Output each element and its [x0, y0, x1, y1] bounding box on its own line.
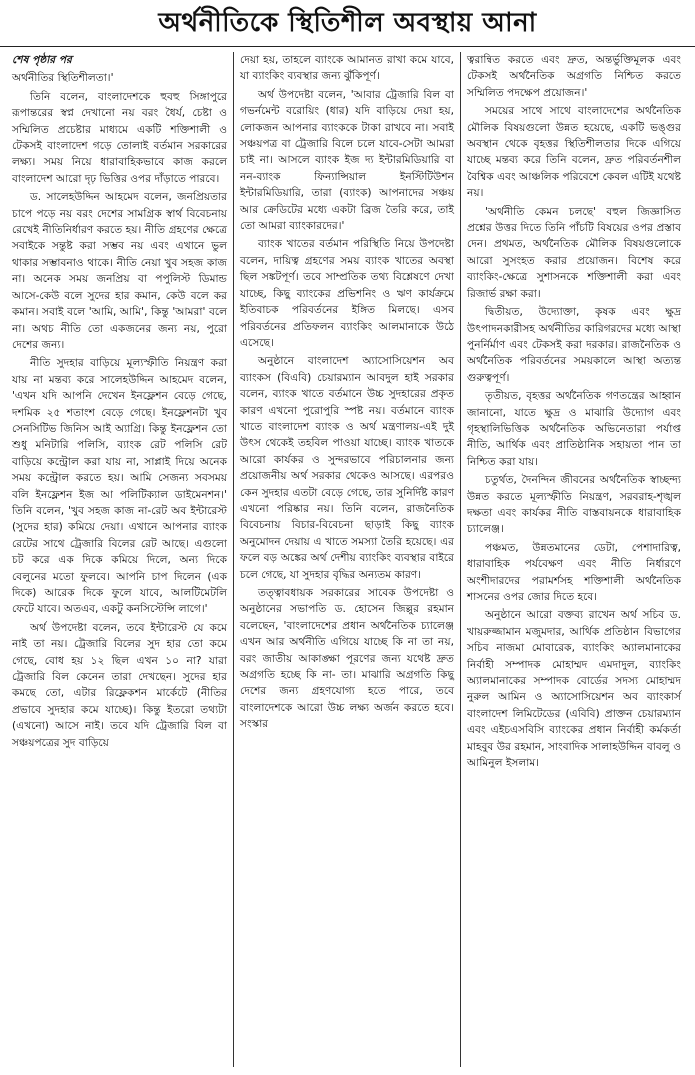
paragraph: তিনি বলেন, বাংলাদেশকে হুবহু সিঙ্গাপুরে রূপান্তরের স্বপ্ন দেখানো নয় বরং ধৈর্য, চেষ্টা ও সম্মিলিত প্রচেষ্টার মাধ্যমে একটি শক্তিশালী ও টেকসই বাংলাদেশ গড়ে তোলাই বর্তমান সরকারের লক্ষ্য। সময় নিয়ে ধারাবাহিকভাবে কাজ করলে বাংলাদেশ আরো দৃঢ় ভিত্তির ওপর দাঁড়াতে পারবে। [12, 90, 227, 185]
column-3 [460, 52, 687, 1067]
paragraph: অর্থনীতির স্থিতিশীলতা।' [12, 72, 114, 85]
paragraph: ড. সালেহউদ্দিন আহমেদ বলেন, জনপ্রিয়তার চাপে পড়ে নয় বরং দেশের সামগ্রিক স্বার্থ বিবেচনায় রেখেই নীতিনির্ধারণ করতে হয়। নীতি গ্রহণের ক্ষেত্রে সবাইকে সন্তুষ্ট করা সম্ভব নয় এবং এখানে ভুল থাকার সম্ভাবনাও থাকে। নীতি নেয়া খুব সহজ কাজ না। অনেক সময় জনপ্রিয় বা পপুলিস্ট ডিমান্ড আসে-কেউ বলে সুদের হার কমান, কেউ বলে কর কমান। সবাই বলে 'আমি, আমি', কিন্তু 'আমরা' বলে না। অথচ নীতি তো একজনের জন্য নয়, পুরো দেশের জন্য। [12, 191, 227, 351]
paragraph: চতুর্থত, দৈনন্দিন জীবনের অর্থনৈতিক স্বাচ্ছন্দ্য উন্নত করতে মূল্যস্ফীতি নিয়ন্ত্রণ, সরবরাহ-শৃঙ্খল দক্ষতা এবং কার্যকর নীতি বাস্তবায়নকে ধারাবাহিক চ্যালেঞ্জ। [467, 474, 681, 536]
headline-rule [0, 46, 695, 47]
article-headline: অর্থনীতিকে স্থিতিশীল অবস্থায় আনা [158, 8, 537, 38]
column-1 [6, 52, 233, 1067]
paragraph: সময়ের সাথে সাথে বাংলাদেশের অর্থনৈতিক মৌলিক বিষয়গুলো উন্নত হয়েছে, একটি ভঙ্গুর অবস্থান থেকে বৃহত্তর স্থিতিশীলতার দিকে এগিয়ে যাচ্ছে মন্তব্য করে তিনি বলেন, দ্রুত পরিবর্তনশীল বৈশ্বিক এবং আঞ্চলিক পরিবেশে কেবল এটিই যথেষ্ট নয়। [467, 105, 681, 200]
paragraph: অনুষ্ঠানে আরো বক্তব্য রাখেন অর্থ সচিব ড. খায়রুজ্জামান মজুমদার, আর্থিক প্রতিষ্ঠান বিভাগের সচিব নাজমা মোবারেক, ব্যাংকিং অ্যালমানাকের নির্বাহী সম্পাদক মোহাম্মদ এমদাদুল, ব্যাংকিং অ্যালমানাকের সম্পাদক বোর্ডের সদস্য মোহাম্মদ নুরুল আমিন ও অ্যাসোসিয়েশন অব ব্যাংকার্স বাংলাদেশ লিমিটেডের (এবিবি) প্রাক্তন চেয়ারম্যান এবং এইচএসবিসি ব্যাংকের প্রধান নির্বাহী কর্মকর্তা মাহবুব উর রহমান, সাংবাদিক সালাহউদ্দিন বাবলু ও আমিনুল ইসলাম। [467, 609, 681, 770]
column-2 [233, 52, 460, 1067]
paragraph: দেয়া হয়, তাহলে ব্যাংকে আমানত রাখা কমে যাবে, যা ব্যাংকিং ব্যবস্থার জন্য ঝুঁকিপূর্ণ। [240, 54, 454, 83]
paragraph: 'অর্থনীতি কেমন চলছে' বহুল জিজ্ঞাসিত প্রশ্নের উত্তর দিতে তিনি পাঁচটি বিষয়ের ওপর প্রস্তাব দেন। প্রথমত, অর্থনৈতিক মৌলিক বিষয়গুলোকে আরো সুসংহত করার প্রয়োজন। বিশেষ করে ব্যাংকিং-ক্ষেত্রে সুশাসনকে শক্তিশালী করা এবং রিজার্ভ রক্ষা করা। [467, 205, 681, 300]
paragraph: অনুষ্ঠানে বাংলাদেশ অ্যাসোসিয়েশন অব ব্যাংকস (বিএবি) চেয়ারম্যান আবদুল হাই সরকার বলেন, ব্যাংক খাতে বর্তমানে উচ্চ সুদহারের প্রকৃত কারণ এখনো পুরোপুরি স্পষ্ট নয়। বর্তমানে ব্যাংক খাতে বাংলাদেশ ব্যাংক ও অর্থ মন্ত্রণালয়-এই দুই উৎস থেকেই তহবিল পাওয়া যাচ্ছে। ব্যাংক খাতকে আরো কার্যকর ও সুন্দরভাবে পরিচালনার জন্য প্রয়োজনীয় অর্থ সরকার থেকেও আসছে। এরপরও কেন সুদহার এতটা বেড়ে গেছে, তার সুনির্দিষ্ট কারণ এখনো পরিষ্কার নয়। তিনি বলেন, রাজনৈতিক বিবেচনায় বিচার-বিবেচনা ছাড়াই কিছু ব্যাংক অনুমোদন দেয়ায় এ খাতে সমস্যা তৈরি হয়েছে। এর ফলে বড় অঙ্কের অর্থ দেশীয় ব্যাংকিং ব্যবস্থার বাইরে চলে গেছে, যা সুদহার বৃদ্ধির অন্যতম কারণ। [240, 355, 454, 581]
paragraph: তৃতীয়ত, বৃহত্তর অর্থনৈতিক গণতন্ত্রের আহ্বান জানানো, যাতে ক্ষুদ্র ও মাঝারি উদ্যোগ এবং গৃহস্থালিভিত্তিক অর্থনৈতিক অভিনেতারা পর্যাপ্ত নীতি, আর্থিক এবং প্রাতিষ্ঠানিক সহায়তা পান তা নিশ্চিত করা যায়। [467, 390, 681, 468]
paragraph: ব্যাংক খাতের বর্তমান পরিস্থিতি নিয়ে উপদেষ্টা বলেন, দায়িত্ব গ্রহণের সময় ব্যাংক খাতের অবস্থা ছিল সঙ্কটপূর্ণ। তবে সাম্প্রতিক তথ্য বিশ্লেষণে দেখা যাচ্ছে, কিছু ব্যাংকের প্রভিশনিং ও ঋণ কার্যক্রমে ইতিবাচক পরিবর্তনের ইঙ্গিত মিলছে। এসব পরিবর্তনের প্রতিফলন ব্যাংকিং আলমানাকে উঠে এসেছে। [240, 238, 454, 349]
article-body [6, 52, 689, 1067]
paragraph: পঞ্চমত, উন্নতমানের ডেটা, পেশাদারিত্ব, ধারাবাহিক পর্যবেক্ষণ এবং নীতি নির্ধারণে অংশীদারদের পরামর্শসহ শক্তিশালী অর্থনৈতিক শাসনের ওপর জোর দিতে হবে। [467, 541, 681, 603]
paragraph: নীতি সুদহার বাড়িয়ে মূল্যস্ফীতি নিয়ন্ত্রণ করা যায় না মন্তব্য করে সালেহউদ্দিন আহমেদ বলেন, 'এখন যদি আপনি দেখেন ইনফ্লেশন বেড়ে গেছে, দশমিক ২৫ শতাংশ বেড়ে গেছে। ইনফ্লেশনটা খুব সেনসিটিভ জিনিস আই অ্যাগ্রি। কিন্তু ইনফ্লেশন তো শুধু মনিটারি পলিসি, ব্যাংক রেট পলিসি রেট বাড়িয়ে কন্ট্রোল করা যায় না, সাপ্লাই দিয়ে অনেক সময় কন্ট্রোল করতে হয়। আমি সেজন্য সবসময় বলি ইনফ্লেশন ইজ আ পলিটিক্যাল ডাইমেনশন।' তিনি বলেন, 'খুব সহজ কাজ না-রেট অব ইন্টারেস্ট (সুদের হার) কমিয়ে দেয়া। এখানে আপনার ব্যাংক রেটের সাথে ট্রেজারি বিলের রেট আছে। এগুলো চট করে এক দিকে কমিয়ে দিলে, অন্য দিকে বেলুনের মতো ফুলবে। আপনি চাপ দিলেন (এক দিকে) আরেক দিকে ফুলে যাবে, আলটিমেটলি ফেটে যাবে। অতএব, একটু কনসিস্টেন্সি লাগে।' [12, 357, 227, 616]
paragraph: অর্থ উপদেষ্টা বলেন, তবে ইন্টারেস্ট যে কমে নাই তা নয়। ট্রেজারি বিলের সুদ হার তো কমে গেছে, বোধ হয় ১২ ছিল এখন ১০ না? যারা ট্রেজারি বিল কেনেন তারা দেখছেন। সুদের হার কমছে তো, এটার রিফ্লেকশন মার্কেটে (নীতির প্রভাবে সুদহার কমে যাচ্ছে)। কিন্তু ইতরো তথ্যটা (এখনো) আসে নাই। তবে যদি ট্রেজারি বিল বা সঞ্চয়পত্রের সুদ বাড়িয়ে [12, 621, 227, 749]
paragraph: দ্বিতীয়ত, উদ্যোক্তা, কৃষক এবং ক্ষুদ্র উৎপাদনকারীসহ অর্থনীতির কারিগরদের মধ্যে আস্থা পুনর্নির্মাণ এবং টেকসই করা দরকার। রাজনৈতিক ও অর্থনৈতিক পরিবর্তনের সময়কালে আস্থা অত্যন্ত গুরুত্বপূর্ণ। [467, 306, 681, 384]
paragraph: ত্বরান্বিত করতে এবং দ্রুত, অন্তর্ভুক্তিমূলক এবং টেকসই অর্থনৈতিক অগ্রগতি নিশ্চিত করতে সম্মিলিত পদক্ষেপ প্রয়োজন।' [467, 54, 681, 99]
paragraph: তত্ত্বাবধায়ক সরকারের সাবেক উপদেষ্টা ও অনুষ্ঠানের সভাপতি ড. হোসেন জিল্লুর রহমান বলেছেন, 'বাংলাদেশের প্রধান অর্থনৈতিক চ্যালেঞ্জ এখন আর অর্থনীতি এগিয়ে যাচ্ছে কি না তা নয়, বরং জাতীয় আকাঙ্ক্ষা পূরণের জন্য যথেষ্ট দ্রুত অগ্রগতি হচ্ছে কি না- তা। মাঝারি অগ্রগতি কিছু দেশের জন্য গ্রহণযোগ্য হতে পারে, তবে বাংলাদেশকে আরো উচ্চ লক্ষ্য অর্জন করতে হবে। সংস্কার [240, 587, 454, 731]
paragraph: অর্থ উপদেষ্টা বলেন, 'আবার ট্রেজারি বিল বা গভর্নমেন্ট বরোয়িং (ধার) যদি বাড়িয়ে দেয়া হয়, লোকজন আপনার ব্যাংককে টাকা রাখবে না। সবাই সঞ্চয়পত্র বা ট্রেজারি বিলে চলে যাবে-সেটা আমরা চাই না। আসলে ব্যাংক ইজ দ্য ইন্টারমিডিয়ারি বা নন-ব্যাংক ফিন্যান্সিয়াল ইনস্টিটিউশন ইন্টারমিডিয়ারি, তারা (ব্যাংক) আপনাদের সঞ্চয় আর ক্রেডিটের মধ্যে একটা ব্রিজ তৈরি করে, তাই তো আমরা ব্যাংকারদের।' [240, 88, 454, 233]
continued-from-label: শেষ পৃষ্ঠার পর [12, 54, 72, 66]
